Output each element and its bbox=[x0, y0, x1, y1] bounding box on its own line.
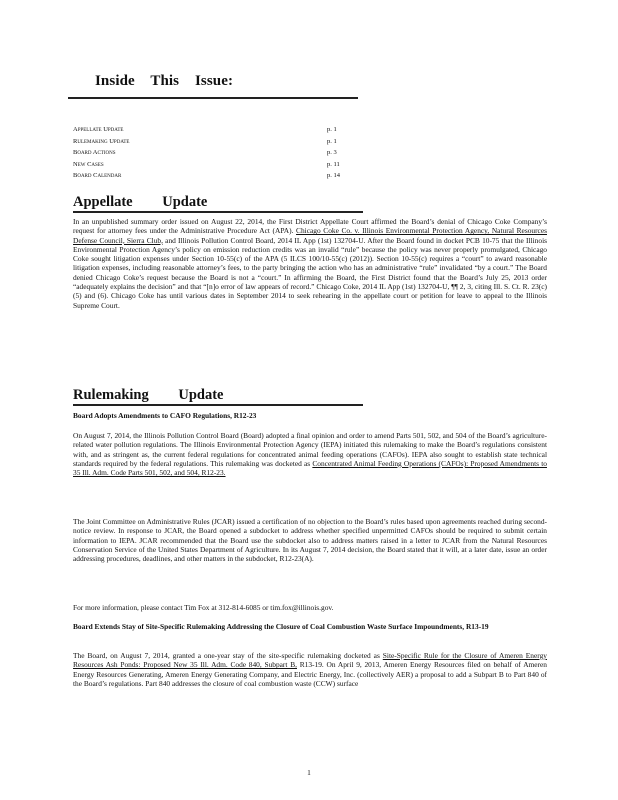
toc-page: p. 11 bbox=[327, 160, 340, 168]
toc-page: p. 3 bbox=[327, 149, 337, 156]
toc-page: p. 1 bbox=[327, 137, 337, 145]
page-number: 1 bbox=[307, 768, 311, 777]
ccw-paragraph bbox=[73, 651, 547, 688]
toc-item[interactable] bbox=[73, 136, 349, 148]
contact-email-link[interactable]: tim.fox@illinois.gov. bbox=[270, 603, 334, 612]
cafo-paragraph bbox=[73, 431, 547, 477]
jcar-paragraph: The Joint Committee on Administrative Rules (JCAR) issued a certification of no objection to the Board’s rules based upon agreements reached during second-notice review. In response to JCAR, the Board opened a subdocket to address whether specified unpermitted CAFOs should be required to submit certain information to IEPA. JCAR recommended that the Board use the subdocket also to address matters raised in a letter to JCAR from the Natural Resources Conservation Service of the United States Department of Agriculture. In its August 7, 2014 decision, the Board stated that it will, at a later date, issue an order addressing procedures, deadlines, and other matters in the subdocket, R12-23(A). bbox=[73, 517, 547, 564]
toc-item[interactable] bbox=[73, 147, 349, 159]
cafo-subheading: Board Adopts Amendments to CAFO Regulations, R12-23 bbox=[73, 411, 257, 420]
toc-label: Rulemaking Update bbox=[73, 137, 130, 145]
inside-issue-rule bbox=[68, 97, 358, 99]
appellate-text-rest: and Illinois Pollution Control Board, 2014 IL App (1st) 132704-U. After the Board found in docket PCB 10-75 that the Illinois Environmental Protection Agency’s policy on emission reduction credits was an invalid “rule” because the policy was never properly promulgated, Chicago Coke sought litigation expenses under Section 10-55(c) of the APA (5 ILCS 100/10-55(c) (2012)). Section 10-55(c) requires a “court” to award reasonable litigation expenses, including reasonable attorney’s fees, to the party bringing the action who has an administrative “rule” invalidated “by a court.” The Board denied Chicago Coke’s request because the Board is not a “court.” In affirming the Board, the First District found that the Board’s July 25, 2013 order “adequately explains the decision” and that “[n]o error of law appears of record.” Chicago Coke, 2014 IL App (1st) 132704-U, ¶¶ 2, 3, citing Ill. S. Ct. R. 23(c)(5) and (6). Chicago Coke has until various dates in September 2014 to seek rehearing in the appellate court or petition for leave to appeal to the Illinois Supreme Court. bbox=[73, 235, 547, 310]
toc-label: New Cases bbox=[73, 160, 104, 168]
toc-item[interactable] bbox=[73, 170, 349, 182]
toc-item[interactable] bbox=[73, 159, 349, 171]
ccw-text-rest: R13-19. On April 9, 2013, Ameren Energy Resources filed on behalf of Ameren Energy Resources Generating, Ameren Energy Generating Company, and Electric Energy, Inc. (collectively AER) a proposal to add a Subpart B to Part 840 of the Board’s regulations. Part 840 addresses the closure of coal combustion waste (CCW) surface bbox=[73, 660, 547, 688]
appellate-paragraph bbox=[73, 217, 547, 310]
contact-line bbox=[73, 603, 547, 612]
appellate-case-citation: Chicago Coke Co. v. Illinois Environmental Protection Agency, Natural Resources Defense Council, Sierra Club, bbox=[73, 226, 547, 245]
inside-issue-title: Inside This Issue: bbox=[95, 73, 234, 89]
cafo-docket-title: Concentrated Animal Feeding Operations (CAFOs): Proposed Amendments to 35 Ill. Adm. Code Parts 501, 502, and 504, R12-23. bbox=[73, 458, 547, 478]
rulemaking-title-rule bbox=[73, 404, 363, 406]
ccw-docket-title: Site-Specific Rule for the Closure of Ameren Energy Resources Ash Ponds: Proposed New 35 Ill. Adm. Code 840, Subpart B, bbox=[73, 651, 547, 670]
appellate-title-rule bbox=[73, 211, 363, 213]
toc-label: Board Actions bbox=[73, 149, 116, 156]
toc-label: Appellate Update bbox=[73, 126, 124, 133]
rulemaking-section-title: Rulemaking Update bbox=[73, 387, 224, 403]
appellate-section-title: Appellate Update bbox=[73, 194, 208, 210]
toc-page: p. 14 bbox=[327, 172, 340, 179]
ccw-subheading: Board Extends Stay of Site-Specific Rulemaking Addressing the Closure of Coal Combustion Waste Surface Impoundments, R13-19 bbox=[73, 622, 489, 631]
appellate-text-start: In an unpublished summary order issued on August 22, 2014, the First District Appellate Court affirmed the Board’s denial of Chicago Coke Company’s request for attorney fees under the Administrative Procedure Act (APA). bbox=[73, 217, 547, 236]
contact-text: For more information, please contact Tim Fox at 312-814-6085 or bbox=[73, 603, 271, 612]
cafo-text: On August 7, 2014, the Illinois Pollution Control Board (Board) adopted a final opinion and order to amend Parts 501, 502, and 504 of the Board’s agriculture-related water pollution regulations. The Illinois Environmental Protection Agency (IEPA) initiated this rulemaking to make the Board’s regulations consistent with, and as stringent as, the current federal regulations for concentrated animal feeding operations (CAFOs). IEPA also sought to establish state technical standards required by the federal regulations. This rulemaking was docketed as bbox=[73, 431, 547, 468]
ccw-text-start: The Board, on August 7, 2014, granted a one-year stay of the site-specific rulemaking docketed as bbox=[73, 651, 383, 660]
toc-page: p. 1 bbox=[327, 126, 337, 133]
table-of-contents bbox=[73, 124, 349, 182]
toc-label: Board Calendar bbox=[73, 172, 122, 179]
toc-item[interactable] bbox=[73, 124, 349, 136]
